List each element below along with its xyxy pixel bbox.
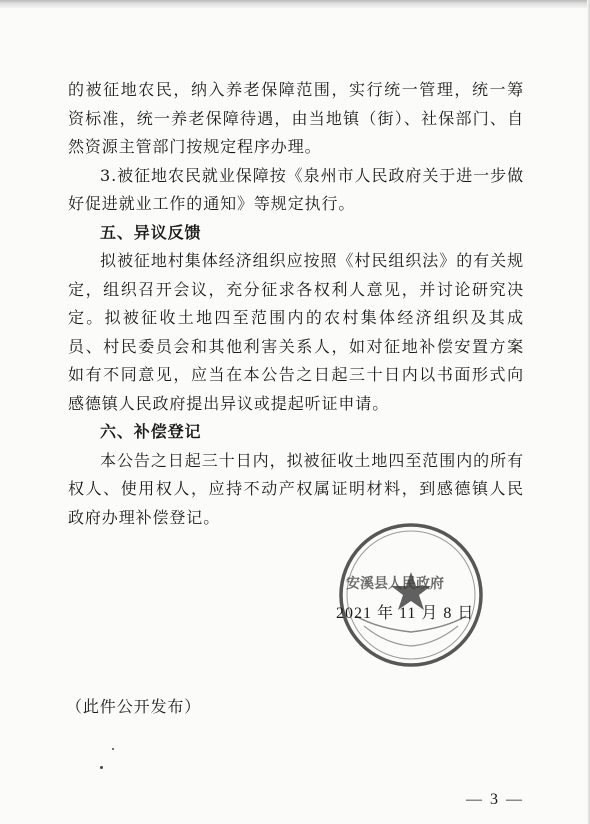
section-heading-registration: 六、补偿登记 <box>100 422 202 441</box>
official-seal <box>336 520 486 670</box>
publication-note: （此件公开发布） <box>66 697 202 716</box>
seal-graphic <box>336 520 486 670</box>
document-date: 2021 年 11 月 8 日 <box>336 605 475 622</box>
paragraph-employment: 3.被征地农民就业保障按《泉州市人民政府关于进一步做好促进就业工作的通知》等规定执行。 <box>68 165 524 213</box>
scan-speck <box>100 766 103 769</box>
document-body <box>68 76 524 532</box>
section-heading-objection: 五、异议反馈 <box>100 222 202 242</box>
scan-top-edge <box>0 0 590 8</box>
paragraph-registration: 本公告之日起三十日内，拟被征收土地四至范围内的所有权人、使用权人，应持不动产权属证明材料，到感德镇人民政府办理补偿登记。 <box>68 450 524 527</box>
seal-text: 安溪县人民政府 <box>346 576 444 592</box>
paragraph-objection: 拟被征地村集体经济组织应按照《村民组织法》的有关规定，组织召开会议，充分征求各权利人意见，并讨论研究决定。拟被征收土地四至范围内的农村集体经济组织及其成员、村民委员会和其他利害关系人，如对征地补偿安置方案如有不同意见，应当在本公告之日起三十日内以书面形式向感德镇人民政府提出异议或提起听证申请。 <box>68 251 524 413</box>
scan-speck <box>112 748 114 750</box>
paragraph-pension: 的被征地农民，纳入养老保障范围，实行统一管理，统一筹资标准，统一养老保障待遇，由当地镇（街）、社保部门、自然资源主管部门按规定程序办理。 <box>68 80 524 156</box>
page-number: — 3 — <box>466 791 524 808</box>
